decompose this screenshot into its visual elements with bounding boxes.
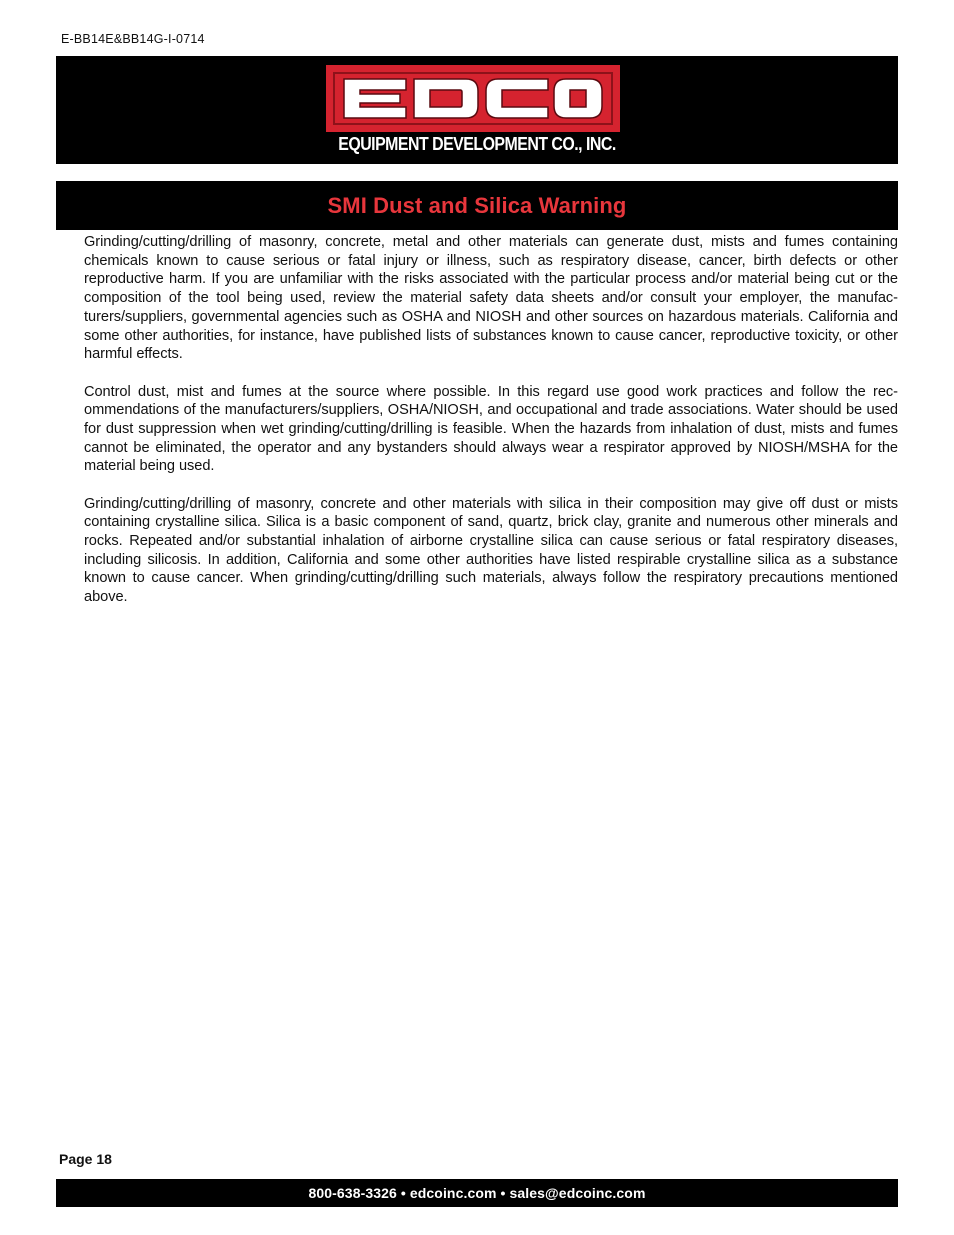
section-title-band (56, 181, 898, 230)
footer-band (56, 1179, 898, 1207)
page-number: Page 18 (59, 1151, 112, 1167)
paragraph: Control dust, mist and fumes at the source where possible. In this regard use good work practices and follow the rec-ommendations of the manufacturers/suppliers, OSHA/NIOSH, and occupational and trade associations. Water should be used for dust suppression when wet grinding/cutting/drilling is feasible. When the hazards from inhalation of dust, mists and fumes cannot be eliminated, the operator and any bystanders should always wear a respirator approved by NIOSH/MSHA for the material being used. (84, 383, 898, 475)
header-band (56, 56, 898, 164)
edco-logo-icon (326, 65, 620, 132)
warning-content (84, 233, 898, 625)
edco-logo (326, 65, 620, 132)
paragraph: Grinding/cutting/drilling of masonry, concrete and other materials with silica in their composition may give off dust or mists containing crystalline silica. Silica is a basic component of sand, quartz, brick clay, granite and numerous other minerals and rocks. Repeated and/or substantial inhalation of airborne crystalline silica can cause serious or fatal respiratory diseases, including silicosis. In addition, California and some other authorities have listed respirable crystalline silica as a substance known to cause cancer. When grinding/cutting/drilling such materials, always follow the respiratory precautions mentioned above. (84, 495, 898, 606)
paragraph: Grinding/cutting/drilling of masonry, concrete, metal and other materials can generate dust, mists and fumes containing chemicals known to cause serious or fatal injury or illness, such as respiratory disease, cancer, birth defects or other reproductive harm. If you are unfamiliar with the risks associated with the particular process and/or material being cut or the composition of the tool being used, review the material safety data sheets and/or consult your employer, the manufac-turers/suppliers, governmental agencies such as OSHA and NIOSH and other sources on hazardous materials. California and some other authorities, for instance, have published lists of substances known to cause cancer, reproductive toxicity, or other harmful effects. (84, 234, 898, 363)
section-title: SMI Dust and Silica Warning (327, 192, 627, 218)
document-code: E-BB14E&BB14G-I-0714 (61, 32, 205, 46)
company-name: EQUIPMENT DEVELOPMENT CO., INC. (338, 133, 616, 154)
contact-info: 800-638-3326 • edcoinc.com • sales@edcoinc.com (308, 1185, 646, 1201)
